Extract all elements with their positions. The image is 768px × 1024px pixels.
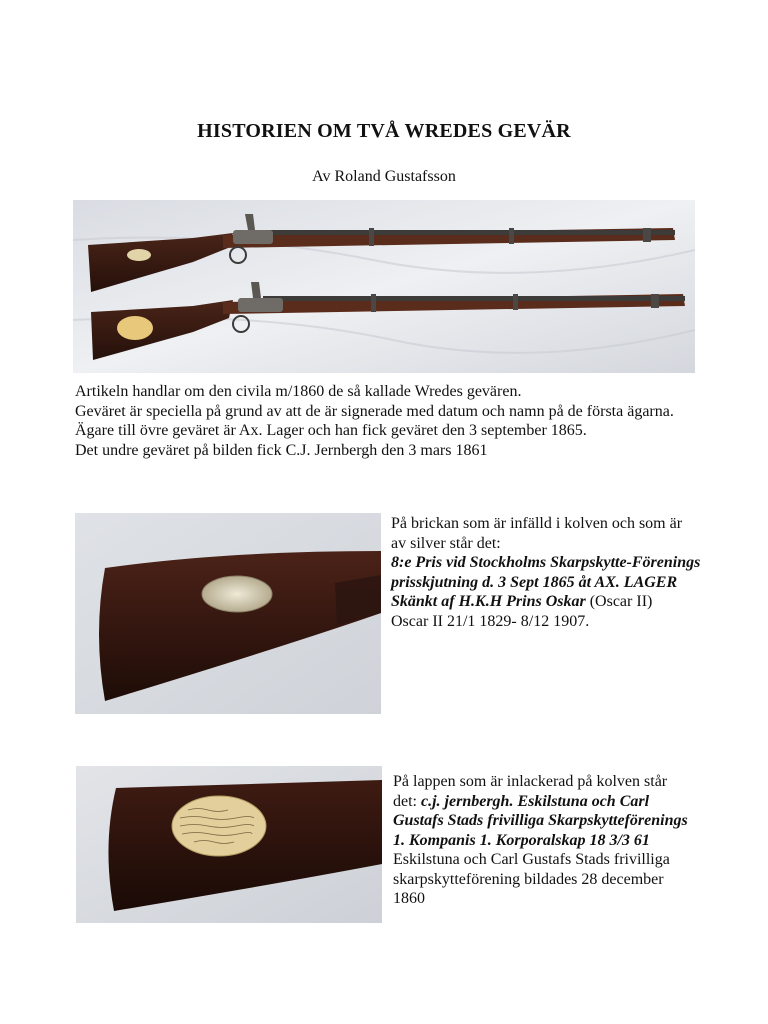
plaque-inscription-2-line [391, 592, 701, 612]
oscar-dates: Oscar II 21/1 1829- 8/12 1907. [391, 612, 590, 630]
intro-line-2: Geväret är speciella på grund av att de är signerade med datum och namn på de första ägarna. Ägare till övre geväret är Ax. Lager och han fick geväret den 3 september 1865. [75, 402, 674, 439]
author-line: Av Roland Gustafsson [312, 168, 456, 185]
rifles-photo [73, 200, 695, 373]
plaque-inscription-1: 8:e Pris vid Stockholms Skarpskytte-Förenings prisskjutning d. 3 Sept 1865 åt AX. LAGER [391, 554, 701, 591]
paper-label-photo [76, 766, 382, 923]
intro-text [75, 382, 715, 460]
silver-plaque-text [391, 514, 701, 631]
label-intro-line [393, 772, 693, 850]
plaque-inscription-2: Skänkt af H.K.H Prins Oskar [391, 593, 586, 610]
plaque-oscar-note: (Oscar II) [585, 593, 653, 610]
label-society-note: Eskilstuna och Carl Gustafs Stads frivilliga skarpskytteförening bildades 28 december 1860 [393, 851, 670, 907]
plaque-intro: På brickan som är infälld i kolven och som är av silver står det: [391, 515, 683, 552]
intro-line-1: Artikeln handlar om den civila m/1860 de så kallade Wredes gevären. [75, 383, 522, 400]
label-inscription: c.j. jernbergh. Eskilstuna och Carl Gustafs Stads frivilliga Skarpskytteförenings 1. Kompanis 1. Korporalskap 18 3/3 61 [393, 792, 688, 849]
silver-plaque-photo [75, 513, 381, 714]
label-intro: På lappen som är inlackerad på kolven står det: [393, 773, 668, 810]
intro-line-3: Det undre geväret på bilden fick C.J. Jernbergh den 3 mars 1861 [75, 441, 488, 459]
paper-label-text [393, 772, 693, 909]
document-title: HISTORIEN OM TVÅ WREDES GEVÄR [197, 120, 571, 142]
